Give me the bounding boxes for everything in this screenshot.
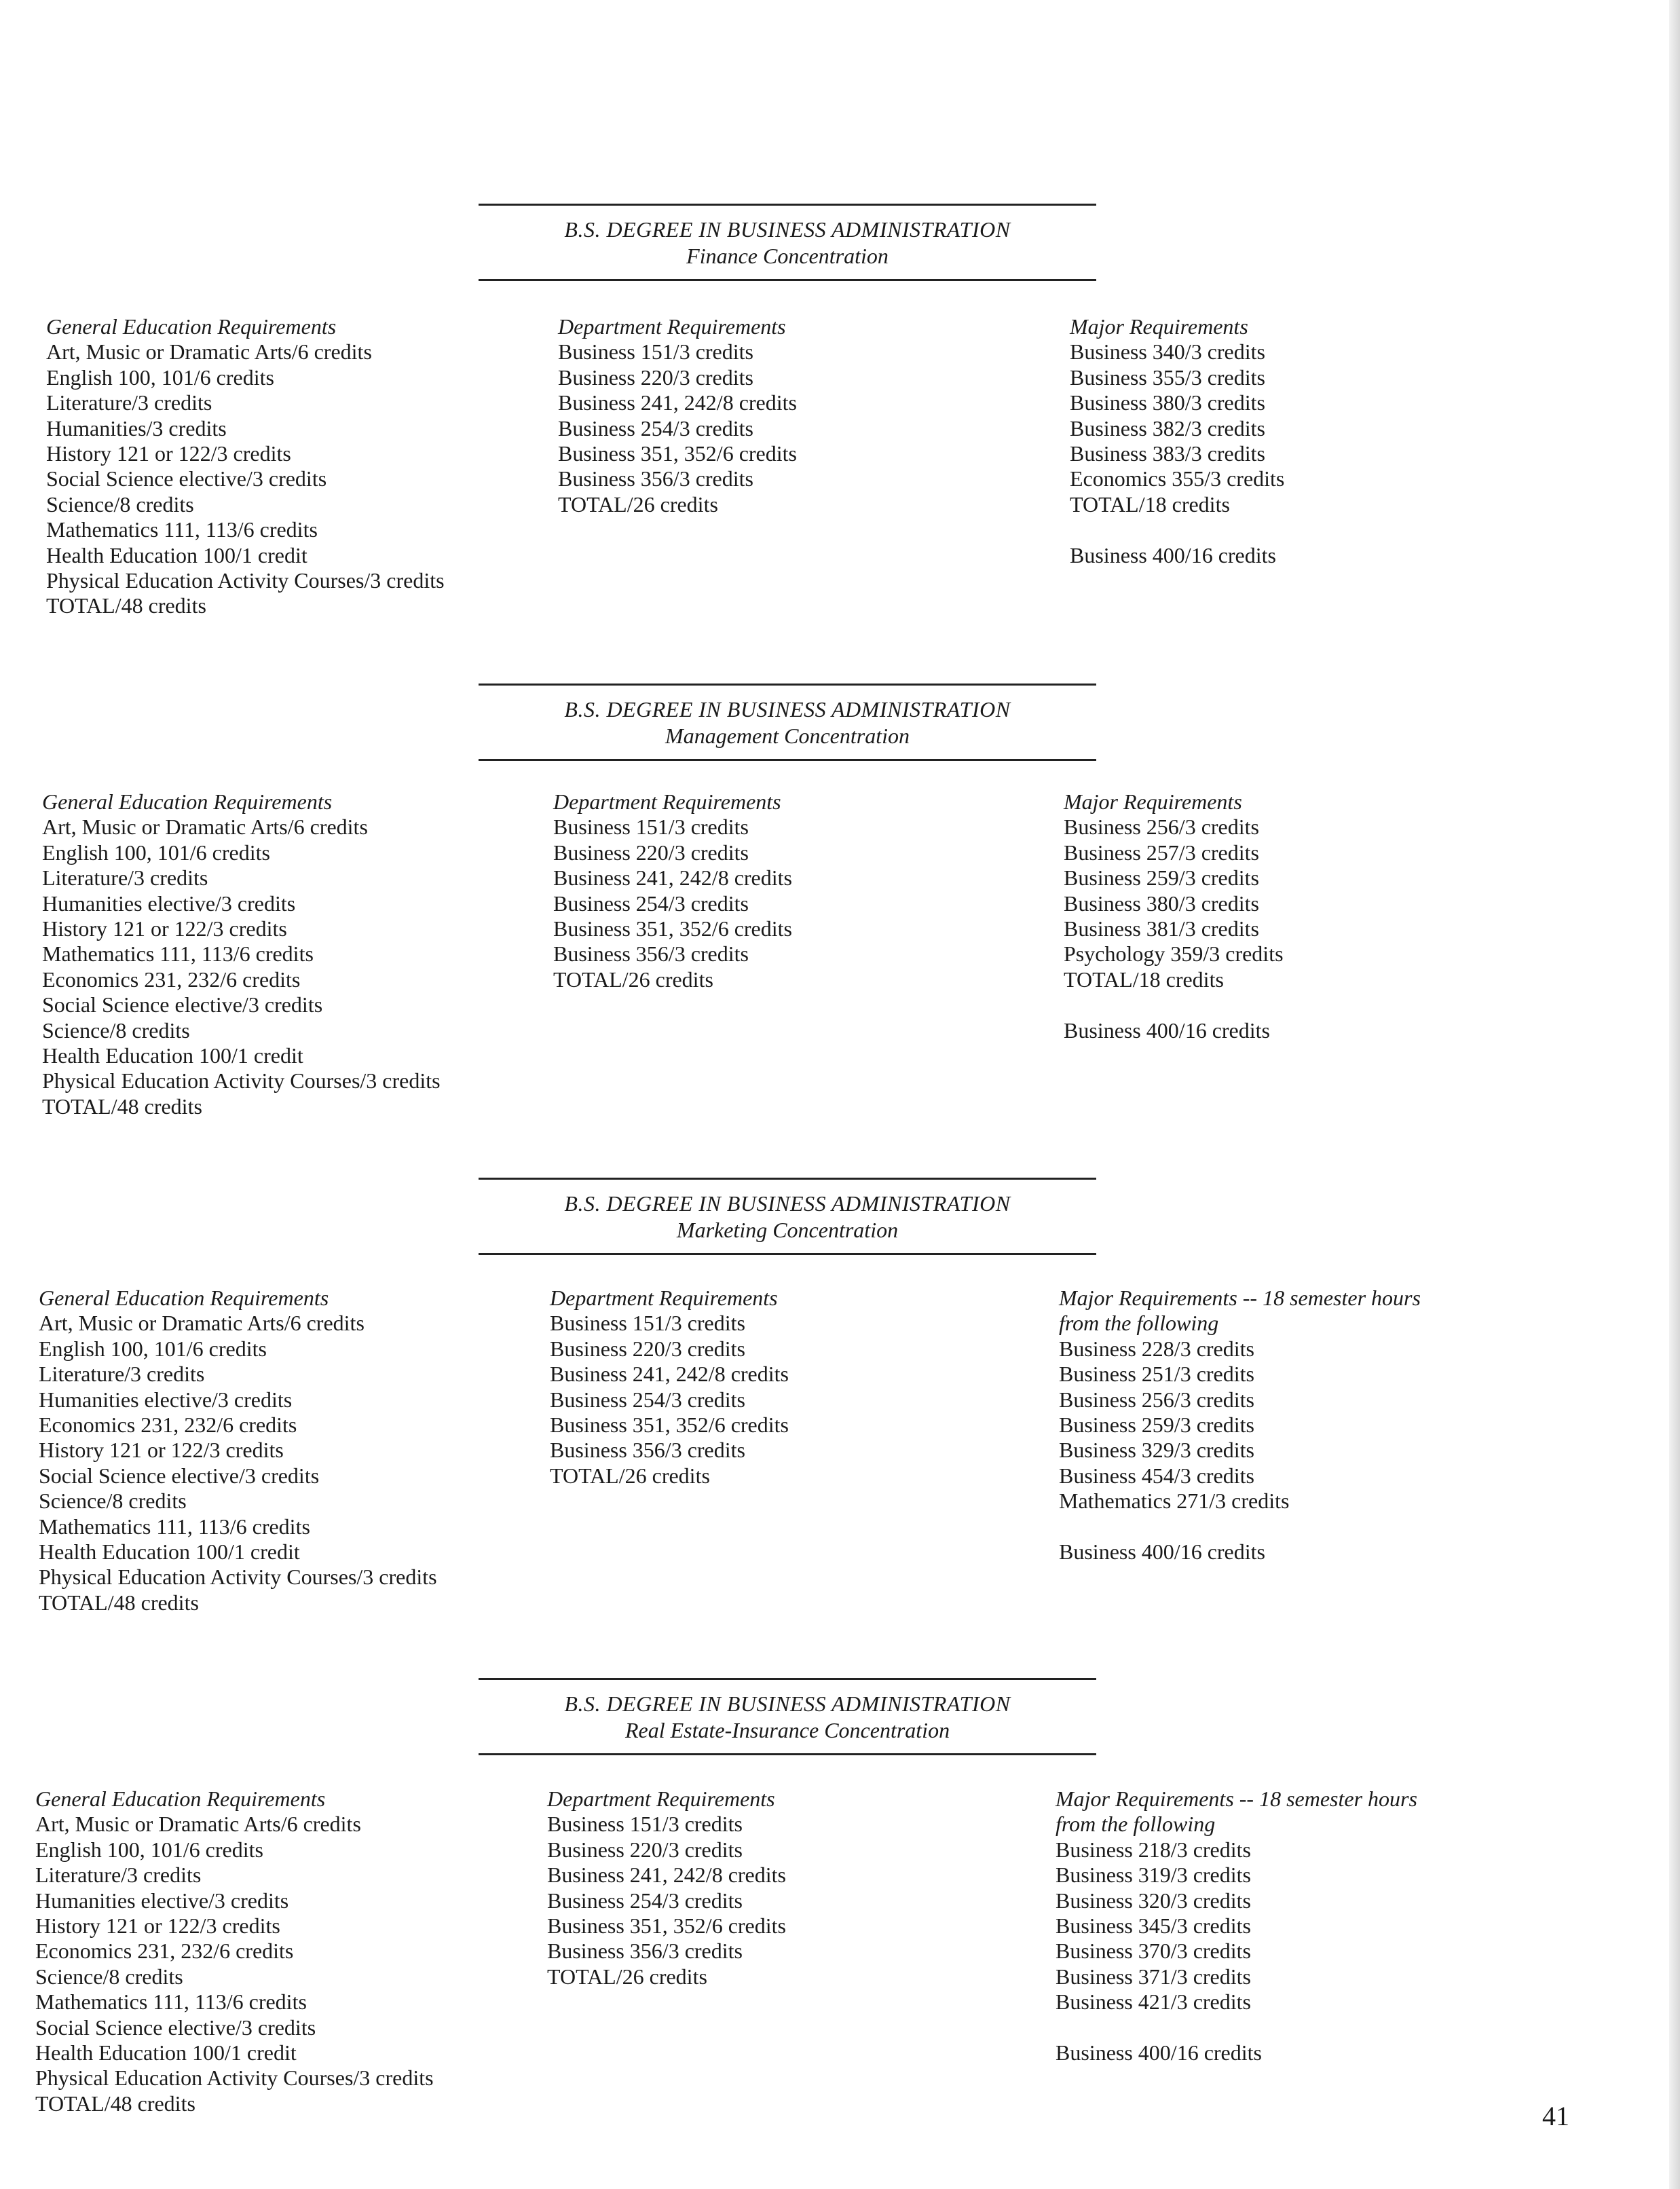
requirement-item: Business 251/3 credits (1059, 1362, 1254, 1387)
requirement-item: Economics 231, 232/6 credits (39, 1412, 297, 1438)
requirements-heading: Department Requirements (553, 789, 781, 814)
major-requirements-column (1056, 1786, 1417, 2065)
requirement-item: Health Education 100/1 credit (46, 542, 307, 567)
requirement-item: Business 220/3 credits (553, 840, 749, 865)
requirements-heading: General Education Requirements (46, 314, 337, 339)
requirements-heading: Major Requirements (1064, 789, 1242, 814)
requirement-item: Health Education 100/1 credit (39, 1539, 300, 1565)
requirement-item: Health Education 100/1 credit (35, 2040, 297, 2065)
requirement-item: Business 382/3 credits (1070, 415, 1265, 441)
requirement-item: Art, Music or Dramatic Arts/6 credits (42, 815, 368, 840)
requirement-item: Health Education 100/1 credit (42, 1043, 303, 1068)
requirement-item: Business 356/3 credits (553, 941, 749, 967)
general-requirements-column (42, 789, 441, 1119)
requirement-item: Humanities elective/3 credits (42, 891, 296, 916)
requirement-item: Business 320/3 credits (1056, 1888, 1251, 1913)
requirement-item: Business 254/3 credits (547, 1888, 743, 1913)
requirement-item-extra: Business 400/16 credits (1064, 1017, 1270, 1043)
requirement-item: Art, Music or Dramatic Arts/6 credits (46, 339, 372, 364)
requirement-item: Economics 355/3 credits (1070, 466, 1285, 491)
spacer (1070, 517, 1284, 542)
requirement-item: Literature/3 credits (46, 390, 212, 415)
requirement-item: Business 454/3 credits (1059, 1463, 1254, 1488)
spacer (1056, 2015, 1417, 2040)
requirement-item: Humanities elective/3 credits (39, 1387, 293, 1412)
requirement-item: Business 421/3 credits (1056, 1989, 1251, 2015)
requirement-item: TOTAL/48 credits (46, 593, 206, 618)
section-subtitle: Finance Concentration (686, 244, 889, 268)
requirement-item: Mathematics 111, 113/6 credits (42, 941, 314, 967)
requirement-item: Business 351, 352/6 credits (547, 1913, 786, 1939)
requirement-item-extra: Business 400/16 credits (1056, 2040, 1262, 2065)
requirement-item: TOTAL/48 credits (35, 2091, 195, 2116)
requirement-item: Business 228/3 credits (1059, 1336, 1254, 1361)
requirement-item: Science/8 credits (46, 491, 194, 517)
requirement-item: TOTAL/48 credits (39, 1590, 199, 1615)
requirement-item: Mathematics 111, 113/6 credits (39, 1514, 310, 1539)
requirement-item: TOTAL/26 credits (550, 1463, 710, 1488)
section-title: B.S. DEGREE IN BUSINESS ADMINISTRATION (564, 1191, 1011, 1216)
general-requirements-column (39, 1286, 437, 1615)
requirement-item-extra: Business 400/16 credits (1070, 542, 1276, 567)
requirement-item: Business 254/3 credits (550, 1387, 745, 1412)
requirement-item: Social Science elective/3 credits (35, 2015, 316, 2040)
requirements-heading: Department Requirements (550, 1286, 778, 1310)
requirement-item: Business 383/3 credits (1070, 441, 1265, 466)
requirement-item: Business 151/3 credits (558, 339, 753, 364)
spacer (1064, 992, 1284, 1017)
requirement-item: Art, Music or Dramatic Arts/6 credits (35, 1812, 361, 1837)
requirement-item: TOTAL/48 credits (42, 1093, 202, 1119)
requirement-item: Social Science elective/3 credits (39, 1463, 320, 1488)
general-requirements-column (35, 1786, 434, 2116)
requirement-item: Business 345/3 credits (1056, 1913, 1251, 1939)
requirement-item: Business 351, 352/6 credits (550, 1412, 789, 1438)
spacer (1059, 1514, 1421, 1539)
requirement-item: History 121 or 122/3 credits (39, 1438, 284, 1463)
requirement-item: TOTAL/26 credits (553, 967, 713, 992)
requirement-item: Psychology 359/3 credits (1064, 941, 1284, 967)
requirement-item: English 100, 101/6 credits (42, 840, 270, 865)
requirement-item: Business 241, 242/8 credits (550, 1362, 789, 1387)
requirement-item: TOTAL/18 credits (1064, 967, 1224, 992)
requirement-item: History 121 or 122/3 credits (35, 1913, 280, 1939)
requirement-item: Economics 231, 232/6 credits (42, 967, 301, 992)
major-requirements-column (1070, 314, 1284, 568)
requirement-item: Physical Education Activity Courses/3 credits (35, 2065, 434, 2091)
requirement-item: English 100, 101/6 credits (39, 1336, 267, 1361)
requirement-item: Business 340/3 credits (1070, 339, 1265, 364)
requirement-item: Business 241, 242/8 credits (558, 390, 797, 415)
requirement-item: Business 151/3 credits (553, 815, 749, 840)
requirement-item: Humanities/3 credits (46, 415, 227, 441)
section-title: B.S. DEGREE IN BUSINESS ADMINISTRATION (564, 217, 1011, 242)
requirement-item-extra: Business 400/16 credits (1059, 1539, 1265, 1565)
requirement-item: Physical Education Activity Courses/3 credits (42, 1068, 441, 1093)
requirement-item: Social Science elective/3 credits (46, 466, 327, 491)
requirement-item: Business 254/3 credits (558, 415, 753, 441)
requirement-item: Business 329/3 credits (1059, 1438, 1254, 1463)
general-requirements-column (46, 314, 445, 619)
requirement-item: Business 355/3 credits (1070, 364, 1265, 390)
requirement-item: Mathematics 271/3 credits (1059, 1489, 1290, 1514)
requirement-item: History 121 or 122/3 credits (42, 916, 287, 941)
requirement-item: Physical Education Activity Courses/3 credits (39, 1565, 437, 1590)
page-number: 41 (1542, 2101, 1569, 2131)
requirement-item: Business 370/3 credits (1056, 1939, 1251, 1964)
page-edge-shadow (1669, 0, 1680, 2189)
requirement-item: Business 351, 352/6 credits (558, 441, 797, 466)
requirements-heading: Major Requirements (1070, 314, 1248, 339)
department-requirements-column (550, 1286, 789, 1489)
requirements-heading: Department Requirements (558, 314, 786, 339)
requirements-heading: Department Requirements (547, 1786, 775, 1811)
major-requirements-column (1059, 1286, 1421, 1565)
requirement-item: Business 356/3 credits (558, 466, 753, 491)
requirement-item: Business 256/3 credits (1059, 1387, 1254, 1412)
requirement-item: Science/8 credits (42, 1017, 190, 1043)
requirement-item: Business 257/3 credits (1064, 840, 1259, 865)
requirement-item: Mathematics 111, 113/6 credits (35, 1989, 307, 2015)
requirement-item: Business 319/3 credits (1056, 1863, 1251, 1888)
requirement-item: Business 256/3 credits (1064, 815, 1259, 840)
section-subtitle: Management Concentration (665, 724, 910, 748)
requirement-item: Business 218/3 credits (1056, 1837, 1251, 1862)
requirement-item: Mathematics 111, 113/6 credits (46, 517, 318, 542)
requirement-item: Business 259/3 credits (1059, 1412, 1254, 1438)
requirements-heading-note: from the following (1056, 1812, 1216, 1837)
requirement-item: Business 254/3 credits (553, 891, 749, 916)
requirements-heading: General Education Requirements (39, 1286, 329, 1310)
section-header (479, 1678, 1096, 1755)
requirement-item: Economics 231, 232/6 credits (35, 1939, 294, 1964)
requirement-item: Art, Music or Dramatic Arts/6 credits (39, 1311, 365, 1336)
major-requirements-column (1064, 789, 1284, 1043)
requirements-heading: Major Requirements -- 18 semester hours (1056, 1786, 1417, 1811)
requirement-item: Science/8 credits (39, 1489, 187, 1514)
requirement-item: Science/8 credits (35, 1964, 183, 1989)
requirement-item: Literature/3 credits (35, 1863, 202, 1888)
department-requirements-column (547, 1786, 786, 1989)
requirement-item: English 100, 101/6 credits (46, 364, 274, 390)
requirement-item: History 121 or 122/3 credits (46, 441, 291, 466)
requirement-item: Business 356/3 credits (550, 1438, 745, 1463)
department-requirements-column (553, 789, 792, 992)
requirement-item: Literature/3 credits (42, 865, 208, 891)
requirement-item: Business 380/3 credits (1064, 891, 1259, 916)
section-title: B.S. DEGREE IN BUSINESS ADMINISTRATION (564, 1691, 1011, 1716)
section-title: B.S. DEGREE IN BUSINESS ADMINISTRATION (564, 697, 1011, 722)
requirements-heading: General Education Requirements (42, 789, 333, 814)
requirement-item: TOTAL/26 credits (547, 1964, 707, 1989)
requirements-heading: Major Requirements -- 18 semester hours (1059, 1286, 1421, 1310)
requirement-item: Business 220/3 credits (547, 1837, 743, 1862)
requirement-item: Business 220/3 credits (558, 364, 753, 390)
requirement-item: TOTAL/26 credits (558, 491, 718, 517)
requirement-item: Business 381/3 credits (1064, 916, 1259, 941)
section-subtitle: Marketing Concentration (676, 1218, 899, 1242)
requirement-item: Business 371/3 credits (1056, 1964, 1251, 1989)
requirement-item: English 100, 101/6 credits (35, 1837, 263, 1862)
requirement-item: Physical Education Activity Courses/3 credits (46, 568, 445, 593)
requirement-item: Social Science elective/3 credits (42, 992, 323, 1017)
requirement-item: Business 380/3 credits (1070, 390, 1265, 415)
section-header (479, 204, 1096, 281)
requirements-heading: General Education Requirements (35, 1786, 326, 1811)
requirement-item: Business 151/3 credits (550, 1311, 745, 1336)
section-subtitle: Real Estate-Insurance Concentration (624, 1718, 950, 1742)
requirement-item: Literature/3 credits (39, 1362, 205, 1387)
requirement-item: Business 151/3 credits (547, 1812, 743, 1837)
requirement-item: Business 351, 352/6 credits (553, 916, 792, 941)
requirement-item: Business 220/3 credits (550, 1336, 745, 1361)
requirement-item: Humanities elective/3 credits (35, 1888, 289, 1913)
requirement-item: Business 241, 242/8 credits (547, 1863, 786, 1888)
department-requirements-column (558, 314, 797, 517)
requirements-heading-note: from the following (1059, 1311, 1219, 1336)
requirement-item: Business 241, 242/8 credits (553, 865, 792, 891)
section-header (479, 684, 1096, 761)
requirement-item: TOTAL/18 credits (1070, 491, 1230, 517)
requirement-item: Business 259/3 credits (1064, 865, 1259, 891)
section-header (479, 1178, 1096, 1255)
requirement-item: Business 356/3 credits (547, 1939, 743, 1964)
